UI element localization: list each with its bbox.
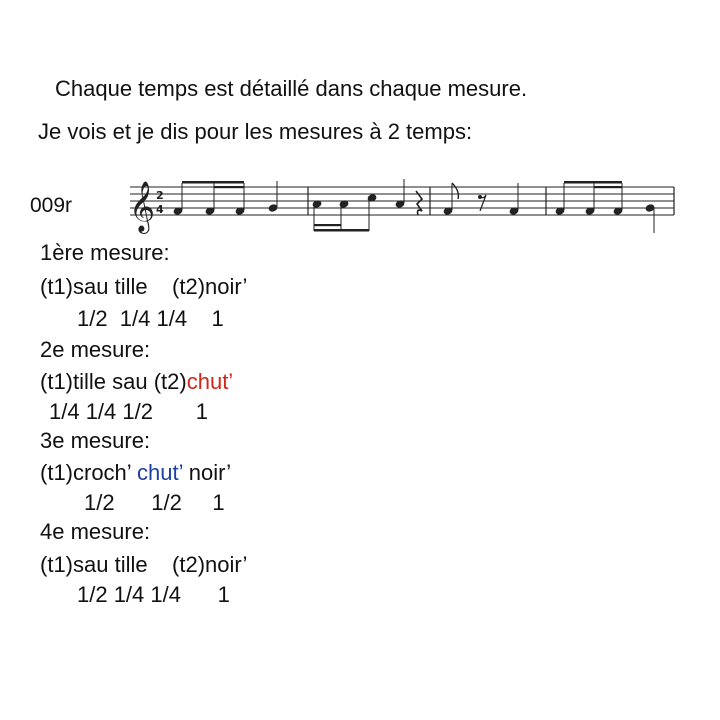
measure-2-words-before: (t1)tille sau (t2) [40,369,187,394]
beam [214,186,244,188]
measure-2-title: 2e mesure: [40,337,151,362]
time-signature-bottom: 4 [156,203,164,216]
measure-3-values: 1/2 1/2 1 [84,490,225,515]
measure-3-title: 3e mesure: [40,428,151,453]
music-staff [128,175,676,237]
measure-3-words-colored: chut’ [136,460,183,485]
beam [564,181,622,184]
intro-line-2: Je vois et je dis pour les mesures à 2 temps: [38,119,473,144]
measure-2-values: 1/4 1/4 1/2 1 [49,399,208,424]
note-head [268,204,278,212]
measure-2-words [40,371,233,393]
measure-1-words: (t1)sau tille (t2)noir’ [40,274,248,299]
beam [314,229,369,232]
measure-4-title: 4e mesure: [40,519,151,544]
time-signature-top: 2 [156,189,164,202]
eighth-flag [452,183,458,199]
measure-1-title: 1ère mesure: [40,240,170,265]
score-code: 009r [30,194,73,217]
measure-3-words-before: (t1)croch’ [40,460,137,485]
treble-clef-icon: 𝄞 [129,181,156,232]
beam [314,224,341,226]
beam [594,186,622,188]
beam [182,181,244,184]
measure-4-values: 1/2 1/4 1/4 1 [77,582,230,607]
note-head [645,204,655,212]
quarter-rest-icon [416,191,422,215]
measure-3-words-after: noir’ [182,460,232,485]
measure-4-words: (t1)sau tille (t2)noir’ [40,552,248,577]
measure-3-words [40,462,231,484]
measure-2-words-colored: chut’ [186,369,234,394]
measure-1-values: 1/2 1/4 1/4 1 [77,306,224,331]
intro-line-1: Chaque temps est détaillé dans chaque mesure. [55,76,528,101]
